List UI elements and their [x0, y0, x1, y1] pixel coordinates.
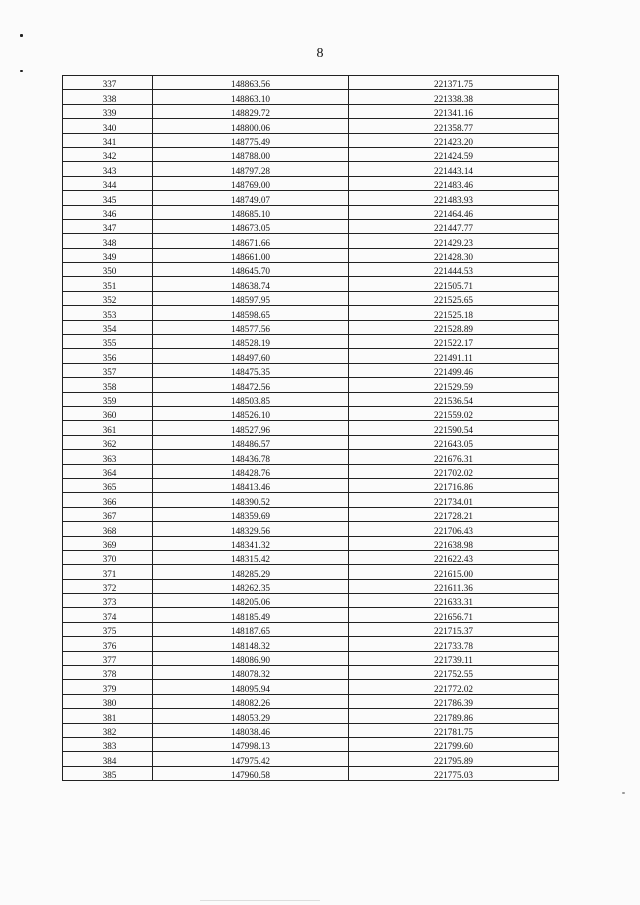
- x-coordinate-cell: 148086.90: [153, 651, 349, 665]
- x-coordinate-cell: 148769.00: [153, 176, 349, 190]
- x-coordinate-cell: 148673.05: [153, 219, 349, 233]
- x-coordinate-cell: 148863.56: [153, 76, 349, 90]
- scan-smudge: [200, 900, 320, 901]
- point-number-cell: 358: [63, 378, 153, 392]
- table-row: [63, 191, 559, 205]
- point-number-cell: 351: [63, 277, 153, 291]
- point-number-cell: 365: [63, 478, 153, 492]
- x-coordinate-cell: 148503.85: [153, 392, 349, 406]
- x-coordinate-cell: 148661.00: [153, 248, 349, 262]
- x-coordinate-cell: 148475.35: [153, 363, 349, 377]
- y-coordinate-cell: 221590.54: [349, 421, 559, 435]
- x-coordinate-cell: 148800.06: [153, 119, 349, 133]
- point-number-cell: 373: [63, 594, 153, 608]
- point-number-cell: 369: [63, 536, 153, 550]
- point-number-cell: 376: [63, 637, 153, 651]
- table-row: [63, 478, 559, 492]
- table-row: [63, 565, 559, 579]
- x-coordinate-cell: 148597.95: [153, 291, 349, 305]
- y-coordinate-cell: 221799.60: [349, 737, 559, 751]
- point-number-cell: 372: [63, 579, 153, 593]
- table-row: [63, 306, 559, 320]
- table-row: [63, 464, 559, 478]
- table-row: [63, 421, 559, 435]
- table-row: [63, 349, 559, 363]
- x-coordinate-cell: 148359.69: [153, 507, 349, 521]
- point-number-cell: 359: [63, 392, 153, 406]
- y-coordinate-cell: 221525.65: [349, 291, 559, 305]
- y-coordinate-cell: 221772.02: [349, 680, 559, 694]
- point-number-cell: 385: [63, 766, 153, 780]
- point-number-cell: 339: [63, 104, 153, 118]
- point-number-cell: 342: [63, 147, 153, 161]
- x-coordinate-cell: 148526.10: [153, 406, 349, 420]
- y-coordinate-cell: 221638.98: [349, 536, 559, 550]
- point-number-cell: 374: [63, 608, 153, 622]
- point-number-cell: 361: [63, 421, 153, 435]
- y-coordinate-cell: 221491.11: [349, 349, 559, 363]
- x-coordinate-cell: 148645.70: [153, 263, 349, 277]
- x-coordinate-cell: 148671.66: [153, 234, 349, 248]
- y-coordinate-cell: 221622.43: [349, 550, 559, 564]
- coordinates-table-body: [63, 76, 559, 781]
- point-number-cell: 362: [63, 435, 153, 449]
- table-row: [63, 406, 559, 420]
- point-number-cell: 378: [63, 666, 153, 680]
- y-coordinate-cell: 221505.71: [349, 277, 559, 291]
- y-coordinate-cell: 221371.75: [349, 76, 559, 90]
- y-coordinate-cell: 221338.38: [349, 90, 559, 104]
- table-row: [63, 680, 559, 694]
- table-row: [63, 536, 559, 550]
- x-coordinate-cell: 148329.56: [153, 522, 349, 536]
- point-number-cell: 350: [63, 263, 153, 277]
- point-number-cell: 377: [63, 651, 153, 665]
- table-row: [63, 493, 559, 507]
- y-coordinate-cell: 221656.71: [349, 608, 559, 622]
- y-coordinate-cell: 221643.05: [349, 435, 559, 449]
- table-row: [63, 608, 559, 622]
- y-coordinate-cell: 221428.30: [349, 248, 559, 262]
- y-coordinate-cell: 221443.14: [349, 162, 559, 176]
- x-coordinate-cell: 148341.32: [153, 536, 349, 550]
- point-number-cell: 366: [63, 493, 153, 507]
- y-coordinate-cell: 221522.17: [349, 335, 559, 349]
- point-number-cell: 370: [63, 550, 153, 564]
- scan-speck: [20, 34, 23, 37]
- table-row: [63, 363, 559, 377]
- y-coordinate-cell: 221752.55: [349, 666, 559, 680]
- x-coordinate-cell: 148598.65: [153, 306, 349, 320]
- x-coordinate-cell: 148829.72: [153, 104, 349, 118]
- x-coordinate-cell: 148390.52: [153, 493, 349, 507]
- point-number-cell: 349: [63, 248, 153, 262]
- y-coordinate-cell: 221423.20: [349, 133, 559, 147]
- point-number-cell: 382: [63, 723, 153, 737]
- y-coordinate-cell: 221633.31: [349, 594, 559, 608]
- x-coordinate-cell: 148638.74: [153, 277, 349, 291]
- x-coordinate-cell: 147998.13: [153, 737, 349, 751]
- point-number-cell: 356: [63, 349, 153, 363]
- y-coordinate-cell: 221733.78: [349, 637, 559, 651]
- table-row: [63, 263, 559, 277]
- x-coordinate-cell: 148053.29: [153, 709, 349, 723]
- point-number-cell: 360: [63, 406, 153, 420]
- point-number-cell: 367: [63, 507, 153, 521]
- y-coordinate-cell: 221464.46: [349, 205, 559, 219]
- x-coordinate-cell: 147960.58: [153, 766, 349, 780]
- table-row: [63, 248, 559, 262]
- table-row: [63, 522, 559, 536]
- table-row: [63, 234, 559, 248]
- y-coordinate-cell: 221734.01: [349, 493, 559, 507]
- y-coordinate-cell: 221483.93: [349, 191, 559, 205]
- x-coordinate-cell: 147975.42: [153, 752, 349, 766]
- table-row: [63, 723, 559, 737]
- x-coordinate-cell: 148788.00: [153, 147, 349, 161]
- table-row: [63, 435, 559, 449]
- x-coordinate-cell: 148038.46: [153, 723, 349, 737]
- point-number-cell: 353: [63, 306, 153, 320]
- x-coordinate-cell: 148078.32: [153, 666, 349, 680]
- y-coordinate-cell: 221525.18: [349, 306, 559, 320]
- point-number-cell: 341: [63, 133, 153, 147]
- y-coordinate-cell: 221611.36: [349, 579, 559, 593]
- y-coordinate-cell: 221706.43: [349, 522, 559, 536]
- x-coordinate-cell: 148528.19: [153, 335, 349, 349]
- x-coordinate-cell: 148082.26: [153, 694, 349, 708]
- x-coordinate-cell: 148472.56: [153, 378, 349, 392]
- point-number-cell: 348: [63, 234, 153, 248]
- x-coordinate-cell: 148797.28: [153, 162, 349, 176]
- y-coordinate-cell: 221536.54: [349, 392, 559, 406]
- x-coordinate-cell: 148187.65: [153, 622, 349, 636]
- x-coordinate-cell: 148486.57: [153, 435, 349, 449]
- point-number-cell: 357: [63, 363, 153, 377]
- point-number-cell: 347: [63, 219, 153, 233]
- y-coordinate-cell: 221424.59: [349, 147, 559, 161]
- table-row: [63, 104, 559, 118]
- table-row: [63, 450, 559, 464]
- y-coordinate-cell: 221728.21: [349, 507, 559, 521]
- y-coordinate-cell: 221615.00: [349, 565, 559, 579]
- point-number-cell: 384: [63, 752, 153, 766]
- y-coordinate-cell: 221775.03: [349, 766, 559, 780]
- x-coordinate-cell: 148095.94: [153, 680, 349, 694]
- table-row: [63, 666, 559, 680]
- y-coordinate-cell: 221483.46: [349, 176, 559, 190]
- point-number-cell: 381: [63, 709, 153, 723]
- table-row: [63, 147, 559, 161]
- table-row: [63, 392, 559, 406]
- scan-speck: [20, 70, 23, 72]
- table-row: [63, 651, 559, 665]
- table-row: [63, 205, 559, 219]
- x-coordinate-cell: 148775.49: [153, 133, 349, 147]
- y-coordinate-cell: 221702.02: [349, 464, 559, 478]
- x-coordinate-cell: 148428.76: [153, 464, 349, 478]
- table-row: [63, 752, 559, 766]
- point-number-cell: 354: [63, 320, 153, 334]
- point-number-cell: 337: [63, 76, 153, 90]
- x-coordinate-cell: 148185.49: [153, 608, 349, 622]
- table-row: [63, 277, 559, 291]
- page-number: 8: [316, 46, 324, 61]
- x-coordinate-cell: 148315.42: [153, 550, 349, 564]
- point-number-cell: 345: [63, 191, 153, 205]
- y-coordinate-cell: 221676.31: [349, 450, 559, 464]
- x-coordinate-cell: 148205.06: [153, 594, 349, 608]
- y-coordinate-cell: 221358.77: [349, 119, 559, 133]
- x-coordinate-cell: 148285.29: [153, 565, 349, 579]
- y-coordinate-cell: 221716.86: [349, 478, 559, 492]
- x-coordinate-cell: 148497.60: [153, 349, 349, 363]
- y-coordinate-cell: 221786.39: [349, 694, 559, 708]
- point-number-cell: 346: [63, 205, 153, 219]
- y-coordinate-cell: 221781.75: [349, 723, 559, 737]
- table-row: [63, 133, 559, 147]
- x-coordinate-cell: 148148.32: [153, 637, 349, 651]
- x-coordinate-cell: 148749.07: [153, 191, 349, 205]
- point-number-cell: 371: [63, 565, 153, 579]
- x-coordinate-cell: 148863.10: [153, 90, 349, 104]
- point-number-cell: 340: [63, 119, 153, 133]
- x-coordinate-cell: 148436.78: [153, 450, 349, 464]
- table-row: [63, 335, 559, 349]
- point-number-cell: 363: [63, 450, 153, 464]
- point-number-cell: 383: [63, 737, 153, 751]
- table-row: [63, 766, 559, 780]
- point-number-cell: 343: [63, 162, 153, 176]
- point-number-cell: 364: [63, 464, 153, 478]
- table-row: [63, 594, 559, 608]
- point-number-cell: 379: [63, 680, 153, 694]
- table-row: [63, 90, 559, 104]
- table-row: [63, 709, 559, 723]
- y-coordinate-cell: 221528.89: [349, 320, 559, 334]
- table-row: [63, 637, 559, 651]
- table-row: [63, 378, 559, 392]
- y-coordinate-cell: 221739.11: [349, 651, 559, 665]
- y-coordinate-cell: 221444.53: [349, 263, 559, 277]
- scan-speck: [622, 792, 625, 794]
- x-coordinate-cell: 148685.10: [153, 205, 349, 219]
- y-coordinate-cell: 221795.89: [349, 752, 559, 766]
- x-coordinate-cell: 148577.56: [153, 320, 349, 334]
- y-coordinate-cell: 221559.02: [349, 406, 559, 420]
- point-number-cell: 352: [63, 291, 153, 305]
- x-coordinate-cell: 148527.96: [153, 421, 349, 435]
- table-row: [63, 119, 559, 133]
- y-coordinate-cell: 221529.59: [349, 378, 559, 392]
- table-row: [63, 76, 559, 90]
- table-row: [63, 320, 559, 334]
- y-coordinate-cell: 221499.46: [349, 363, 559, 377]
- y-coordinate-cell: 221789.86: [349, 709, 559, 723]
- coordinates-table: [62, 75, 559, 781]
- point-number-cell: 344: [63, 176, 153, 190]
- table-row: [63, 737, 559, 751]
- point-number-cell: 380: [63, 694, 153, 708]
- x-coordinate-cell: 148413.46: [153, 478, 349, 492]
- y-coordinate-cell: 221715.37: [349, 622, 559, 636]
- point-number-cell: 368: [63, 522, 153, 536]
- point-number-cell: 375: [63, 622, 153, 636]
- point-number-cell: 338: [63, 90, 153, 104]
- point-number-cell: 355: [63, 335, 153, 349]
- x-coordinate-cell: 148262.35: [153, 579, 349, 593]
- table-row: [63, 176, 559, 190]
- table-row: [63, 219, 559, 233]
- table-row: [63, 694, 559, 708]
- table-row: [63, 622, 559, 636]
- table-row: [63, 579, 559, 593]
- table-row: [63, 291, 559, 305]
- y-coordinate-cell: 221447.77: [349, 219, 559, 233]
- y-coordinate-cell: 221429.23: [349, 234, 559, 248]
- table-row: [63, 162, 559, 176]
- table-row: [63, 507, 559, 521]
- y-coordinate-cell: 221341.16: [349, 104, 559, 118]
- table-row: [63, 550, 559, 564]
